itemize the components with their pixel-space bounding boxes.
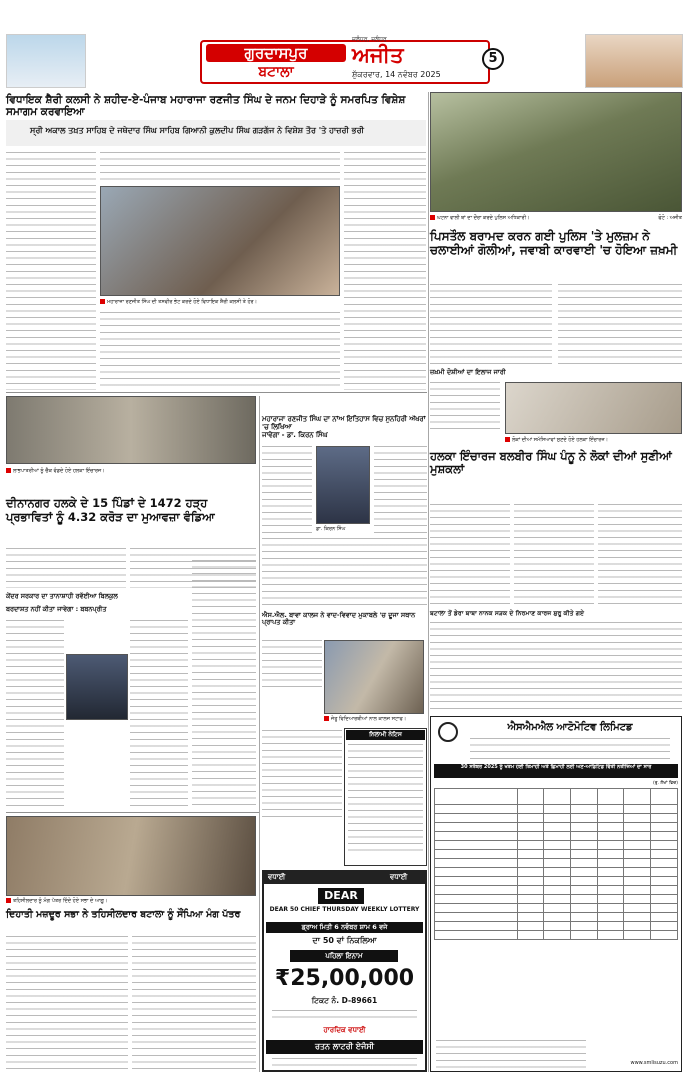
story1-headline: ਵਿਧਾਇਕ ਸ਼ੈਰੀ ਕਲਸੀ ਨੇ ਸ਼ਹੀਦ-ਏ-ਪੰਜਾਬ ਮਹਾਰਾਜਾ ਰਣਜੀਤ ਸਿੰਘ ਦੇ ਜਨਮ ਦਿਹਾੜੇ ਨੂੰ ਸਮਰਪਿਤ ਵਿਸ਼ੇਸ਼ ਸਮਾਗਮ ਕਰਵਾਇਆ <box>6 94 406 119</box>
story5-col4 <box>430 622 682 710</box>
masthead-city-bottom: ਬਟਾਲਾ <box>258 64 294 80</box>
company-results-table <box>434 788 678 1038</box>
page-number: 5 <box>482 48 504 70</box>
story7-photo <box>6 816 256 896</box>
story1-col2-top <box>100 152 340 184</box>
story2-photo-caption: ਘਟਨਾ ਵਾਲੀ ਥਾਂ ਦਾ ਦੌਰਾ ਕਰਦੇ ਪੁਲਿਸ ਅਧਿਕਾਰੀ। <box>430 215 620 221</box>
lottery-prize: ₹25,00,000 <box>274 966 415 991</box>
story7-col2 <box>132 936 256 1072</box>
story2-col1 <box>430 284 552 364</box>
story6-col1 <box>262 640 322 690</box>
story7-col1 <box>6 936 128 1072</box>
story5-headline: ਹਲਕਾ ਇੰਚਾਰਜ ਬਲਬੀਰ ਸਿੰਘ ਪੰਨੂ ਨੇ ਲੋਕਾਂ ਦੀਆਂ ਸੁਣੀਆਂ ਮੁਸ਼ਕਲਾਂ <box>430 449 672 477</box>
story2-col2 <box>558 284 682 364</box>
story1-photo <box>100 186 340 296</box>
masthead-left-image <box>6 34 86 88</box>
company-unit: (ਰੁ. ਲੱਖਾਂ ਵਿਚ) <box>652 781 678 786</box>
story3-photo <box>6 396 256 464</box>
story2-col3 <box>430 382 500 430</box>
company-website: www.smlisuzu.com <box>630 1060 678 1066</box>
company-notes <box>436 1040 586 1068</box>
masthead-date: ਸ਼ੁੱਕਰਵਾਰ, 14 ਨਵੰਬਰ 2025 <box>352 70 441 79</box>
story2-photo <box>430 92 682 212</box>
company-logo <box>438 722 458 742</box>
company-name: ਐਸਐਮਐਲ ਆਟੋਮੋਟਿਵ ਲਿਮਿਟਡ <box>507 722 633 733</box>
story3-col1 <box>6 548 126 588</box>
story7-headline: ਦਿਹਾਤੀ ਮਜ਼ਦੂਰ ਸਭਾ ਨੇ ਤਹਿਸੀਲਦਾਰ ਬਟਾਲਾ ਨੂੰ ਸੌਂਪਿਆ ਮੰਗ ਪੱਤਰ <box>6 909 241 920</box>
lottery-brand: DEAR <box>318 888 364 904</box>
story3-col5 <box>192 560 256 810</box>
story6-col2 <box>262 730 342 820</box>
story1-col1 <box>6 152 96 390</box>
lottery-hearty: ਹਾਰਦਿਕ ਵਧਾਈ <box>323 1026 366 1034</box>
story4-portrait <box>316 446 370 524</box>
story4-col2 <box>374 446 427 534</box>
lottery-address <box>272 1058 417 1068</box>
print-info-line <box>6 2 9 8</box>
story6-headline: ਐਸ.ਐਲ. ਬਾਵਾ ਕਾਲਜ ਨੇ ਵਾਦ-ਵਿਵਾਦ ਮੁਕਾਬਲੇ 'ਚ ਦੂਜਾ ਸਥਾਨ ਪ੍ਰਾਪਤ ਕੀਤਾ <box>262 611 416 627</box>
story4-headline: ਮਹਾਰਾਜਾ ਰਣਜੀਤ ਸਿੰਘ ਦਾ ਨਾਂਅ ਇਤਿਹਾਸ ਵਿਚ ਸੁਨਹਿਰੀ ਅੱਖਰਾਂ 'ਚ ਲਿਖਿਆ <box>262 415 426 431</box>
story3-subhead1: ਕੇਂਦਰ ਸਰਕਾਰ ਦਾ ਤਾਨਾਸ਼ਾਹੀ ਰਵੱਈਆ ਬਿਲਕੁਲ <box>6 592 118 600</box>
lottery-badhai-left: ਵਧਾਈ <box>268 873 286 881</box>
lottery-name: DEAR 50 CHIEF THURSDAY WEEKLY LOTTERY <box>269 906 420 913</box>
story1-subheadline: ਸ੍ਰੀ ਅਕਾਲ ਤਖ਼ਤ ਸਾਹਿਬ ਦੇ ਜਥੇਦਾਰ ਸਿੰਘ ਸਾਹਿਬ ਗਿਆਨੀ ਕੁਲਦੀਪ ਸਿੰਘ ਗੜਗੱਜ ਨੇ ਵਿਸ਼ੇਸ਼ ਤੌਰ 'ਤੇ ਹਾਜ਼ਰੀ ਭਰੀ <box>30 126 364 135</box>
lottery-agency: ਰਤਨ ਲਾਟਰੀ ਏਜੰਸੀ <box>266 1040 423 1054</box>
story2-section: ਜ਼ਖ਼ਮੀ ਦੋਸ਼ੀਆਂ ਦਾ ਇਲਾਜ ਜਾਰੀ <box>430 368 506 376</box>
story5-col3 <box>598 504 682 604</box>
story1-col3 <box>344 152 426 390</box>
story4-subhead: ਜਾਵੇਗਾ - ਡਾ. ਕਿਰਨ ਸਿੰਘ <box>262 431 328 439</box>
masthead-paper-name: ਅਜੀਤ <box>352 43 404 67</box>
lottery-ticket: ਟਿਕਟ ਨੰ. D-89661 <box>311 996 378 1005</box>
masthead-tagline: ਜਲੰਧਰ, ਜਲੰਧਰ <box>352 36 387 43</box>
story5-subhead: ਬਟਾਲਾ ਤੋਂ ਡੇਰਾ ਬਾਬਾ ਨਾਨਕ ਸੜਕ ਦੇ ਨਿਰਮਾਣ ਕਾਰਜ ਸ਼ੁਰੂ ਕੀਤੇ ਗਏ <box>430 610 585 617</box>
story4-byline: ਡਾ. ਕਿਰਨ ਸਿੰਘ <box>316 526 346 532</box>
story7-caption: ਤਹਿਸੀਲਦਾਰ ਨੂੰ ਮੰਗ ਪੱਤਰ ਦਿੰਦੇ ਹੋਏ ਸਭਾ ਦੇ ਆਗੂ। <box>6 898 256 904</box>
column-rule-left <box>259 396 260 1072</box>
notice-title: ਨਿਲਾਮੀ ਨੋਟਿਸ <box>346 730 425 740</box>
company-subtitle: 30 ਸਤੰਬਰ 2025 ਨੂੰ ਖਤਮ ਹੋਈ ਤਿਮਾਹੀ ਅਤੇ ਛਿਮਾਹੀ ਲਈ ਅਣ-ਆਡਿਟਿਡ ਵਿੱਤੀ ਨਤੀਜਿਆਂ ਦਾ ਸਾਰ <box>434 764 678 778</box>
row-rule-2 <box>6 812 259 813</box>
story5-caption: ਲੋਕਾਂ ਦੀਆਂ ਸਮੱਸਿਆਵਾਂ ਸੁਣਦੇ ਹੋਏ ਹਲਕਾ ਇੰਚਾਰਜ। <box>505 437 682 443</box>
story2-headline: ਪਿਸਤੌਲ ਬਰਾਮਦ ਕਰਨ ਗਈ ਪੁਲਿਸ 'ਤੇ ਮੁਲਜ਼ਮ ਨੇ ਚਲਾਈਆਂ ਗੋਲੀਆਂ, ਜਵਾਬੀ ਕਾਰਵਾਈ 'ਚ ਹੋਇਆ ਜ਼ਖ਼ਮੀ <box>430 229 678 257</box>
story4-col3 <box>262 538 427 606</box>
story2-photo-credit: ਫੋਟੋ : ਅਜੀਤ <box>658 215 682 221</box>
story1-col2-bottom <box>100 312 340 390</box>
notice-body <box>348 744 423 854</box>
lottery-fineprint <box>272 1010 417 1022</box>
story1-caption: ਮਹਾਰਾਜਾ ਰਣਜੀਤ ਸਿੰਘ ਦੀ ਤਸਵੀਰ ਭੇਟ ਕਰਦੇ ਹੋਏ ਵਿਧਾਇਕ ਸ਼ੈਰੀ ਕਲਸੀ ਤੇ ਹੋਰ। <box>100 299 340 305</box>
company-address <box>470 738 670 760</box>
story4-col1 <box>262 446 312 534</box>
story6-photo <box>324 640 424 714</box>
row-rule-1 <box>6 392 427 393</box>
story3-headline: ਦੀਨਾਨਗਰ ਹਲਕੇ ਦੇ 15 ਪਿੰਡਾਂ ਦੇ 1472 ਹੜ੍ਹ ਪ੍ਰਭਾਵਿਤਾਂ ਨੂੰ 4.32 ਕਰੋੜ ਦਾ ਮੁਆਵਜ਼ਾ ਵੰਡਿਆ <box>6 496 215 524</box>
lottery-badhai-right: ਵਧਾਈ <box>390 873 408 881</box>
lottery-prize-label: ਪਹਿਲਾ ਇਨਾਮ <box>290 950 398 962</box>
story3-portrait <box>66 654 128 720</box>
masthead-right-image <box>585 34 683 88</box>
print-color-bar <box>0 1076 687 1089</box>
column-rule-right <box>428 92 429 1072</box>
masthead-city-top: ਗੁਰਦਾਸਪੁਰ <box>206 44 346 62</box>
lottery-winner: ਦਾ 50 ਵਾਂ ਨਿਕਲਿਆ <box>312 936 377 945</box>
story3-subhead2: ਬਰਦਾਸ਼ਤ ਨਹੀਂ ਕੀਤਾ ਜਾਵੇਗਾ : ਬਬਨਪ੍ਰੀਤ <box>6 605 107 613</box>
lottery-draw: ਡ੍ਰਾਅ ਮਿਤੀ 6 ਨਵੰਬਰ ਸ਼ਾਮ 6 ਵਜੇ <box>266 922 423 933</box>
story3-col3 <box>6 620 64 810</box>
story5-col1 <box>430 504 510 604</box>
story6-caption: ਜੇਤੂ ਵਿਦਿਆਰਥੀਆਂ ਨਾਲ ਕਾਲਜ ਸਟਾਫ। <box>324 716 424 722</box>
story3-col4 <box>130 620 188 810</box>
story3-photo-caption: ਲਾਭਪਾਤਰੀਆਂ ਨੂੰ ਚੈੱਕ ਵੰਡਦੇ ਹੋਏ ਹਲਕਾ ਇੰਚਾਰਜ। <box>6 468 256 474</box>
story5-col2 <box>514 504 594 604</box>
story5-photo <box>505 382 682 434</box>
